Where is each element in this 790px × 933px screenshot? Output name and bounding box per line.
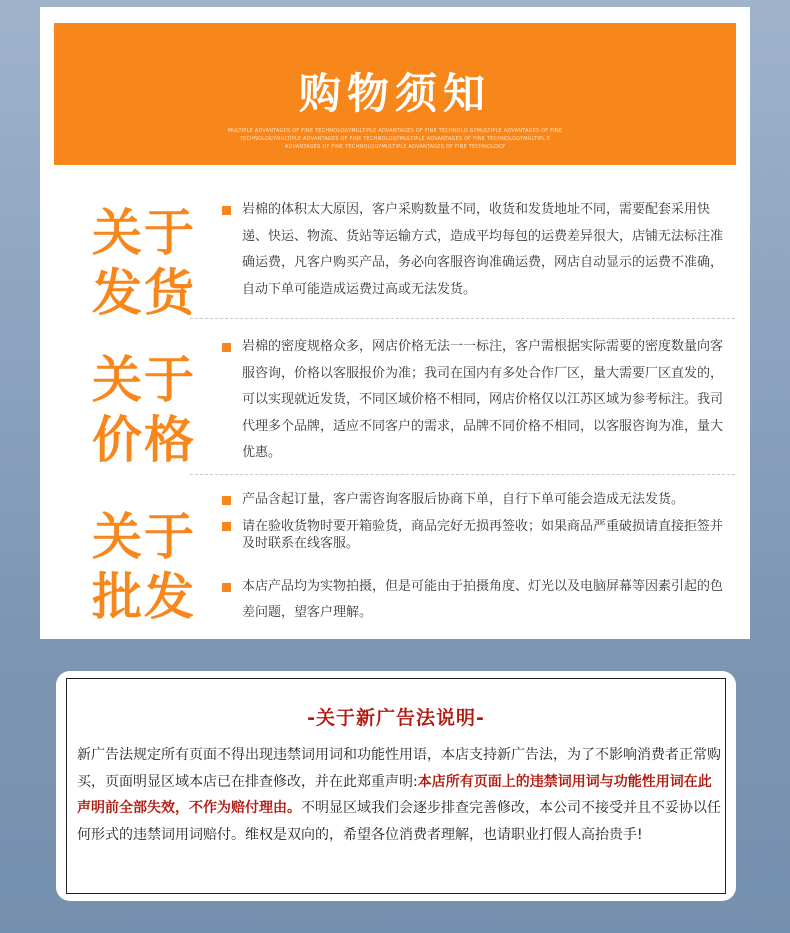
shopping-notice-card [40,7,750,639]
section-body-shipping [222,197,732,303]
square-bullet-icon [222,583,231,592]
ad-law-notice [56,671,736,901]
notice-banner [54,23,736,165]
section-title-price: 关于 价格 [92,351,196,469]
section-title-wholesale: 关于 批发 [92,508,196,626]
banner-subtitle: MULTIPLE ADVANTAGES OF FINE TECHNOLOGYMULTIPLE ADVANTAGES OF FINE TECHNOLO GYMULTIPLE ADVANTAGES OF FINE TECHNOLOGYMULTIPLE ADVANTAGES OF FINE TECHNOLOGYMULTIPLE ADVANTAGES OF FINE TECHNOLOGYMULTIPL E ADVANTAGES OF FINE TECHNOLOGYMULTIPLE ADVANTAGES OF FINE TECHNOLOGY [227,128,563,150]
section-body-wholesale [222,487,732,627]
square-bullet-icon [222,343,231,352]
notice-frame [66,678,726,894]
section-shipping [54,197,736,322]
list-item: 本店产品均为实物拍摄，但是可能由于拍摄角度、灯光以及电脑屏幕等因素引起的色差问题，望客户理解。 [222,574,732,627]
notice-text: 新广告法规定所有页面不得出现违禁词用词和功能性用语，本店支持新广告法，为了不影响消费者正常购买，页面明显区域本店已在排查修改，并在此郑重声明:本店所有页面上的违禁词用词与功能性用词在此声明前全部失效，不作为赔付理由。不明显区域我们会逐步排查完善修改，本公司不接受并且不妥协以任何形式的违禁词用词赔付。维权是双向的，希望各位消费者理解，也请职业打假人高抬贵手! [77,747,721,843]
section-price [54,334,736,474]
notice-highlight: 本店所有页面上的违禁词用词与功能性用词在此声明前全部失效，不作为赔付理由。 [77,773,712,816]
list-item: 岩棉的密度规格众多，网店价格无法一一标注，客户需根据实际需要的密度数量向客服咨询，价格以客服报价为准；我司在国内有多处合作厂区，量大需要厂区直发的，可以实现就近发货，不同区域价格不相同，网店价格仅以江苏区域为参考标注。我司代理多个品牌，适应不同客户的需求，品牌不同价格不相同，以客服咨询为准，量大优惠。 [222,334,732,467]
list-item: 岩棉的体积太大原因，客户采购数量不同，收货和发货地址不同，需要配套采用快递、快运、物流、货站等运输方式，造成平均每包的运费差异很大，店铺无法标注准确运费，凡客户购买产品，务必向客服咨询准确运费，网店自动显示的运费不准确，自动下单可能造成运费过高或无法发货。 [222,197,732,303]
notice-title: -关于新广告法说明- [307,707,485,729]
section-body-price [222,334,732,467]
dashed-divider [190,474,735,475]
square-bullet-icon [222,496,231,505]
section-title-shipping: 关于 发货 [92,204,196,322]
list-item: 产品含起订量，客户需咨询客服后协商下单，自行下单可能会造成无法发货。 [222,487,732,514]
list-item: 请在验收货物时要开箱验货，商品完好无损再签收；如果商品严重破损请直接拒签并及时联系在线客服。 [222,518,732,552]
square-bullet-icon [222,206,231,215]
section-wholesale [54,487,736,632]
banner-title: 购物须知 [298,69,491,118]
square-bullet-icon [222,522,231,531]
dashed-divider [190,318,735,319]
